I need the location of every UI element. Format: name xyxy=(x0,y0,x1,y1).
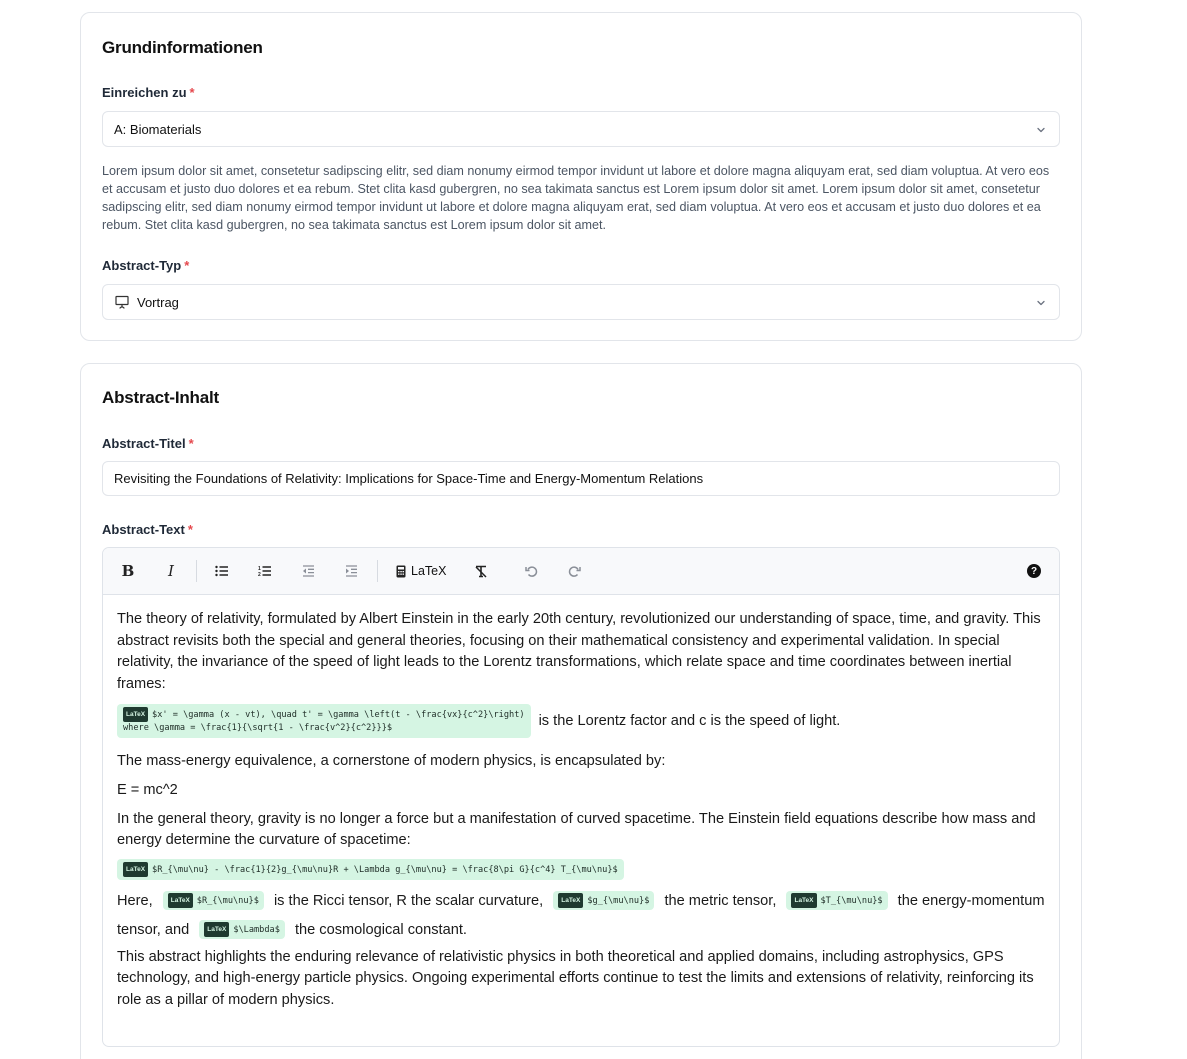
latex-code: $R_{\mu\nu} - \frac{1}{2}g_{\mu\nu}R + \Lambda g_{\mu\nu} = \frac{8\pi G}{c^4} T_{\mu\nu}$ xyxy=(152,864,618,875)
abstract-text-editor[interactable] xyxy=(102,547,1060,1047)
clear-formatting-icon xyxy=(474,565,488,578)
toolbar-divider xyxy=(377,560,378,582)
abstract-text-label xyxy=(102,522,193,537)
paragraph-text: the cosmological constant. xyxy=(294,921,467,938)
svg-text:1: 1 xyxy=(258,566,261,572)
latex-node[interactable] xyxy=(553,891,654,910)
submit-to-select[interactable] xyxy=(102,111,1060,147)
latex-button-label: LaTeX xyxy=(411,564,447,578)
latex-tag: LaTeX xyxy=(791,893,816,908)
indent-icon xyxy=(345,565,358,577)
required-mark: * xyxy=(188,436,194,451)
redo-icon xyxy=(568,565,581,578)
abstract-title-value: Revisiting the Foundations of Relativity: Implications for Space-Time and Energy-Momentum Relations xyxy=(114,471,704,486)
bold-button[interactable]: B xyxy=(121,562,135,580)
paragraph: The mass-energy equivalence, a cornerstone of modern physics, is encapsulated by: xyxy=(117,753,666,770)
svg-text:2: 2 xyxy=(258,572,261,577)
latex-tag: LaTeX xyxy=(558,893,583,908)
paragraph: This abstract highlights the enduring relevance of relativistic physics in both theoretical and applied domains, including astrophysics, GPS technology, and high-energy particle physics. Ongoing experimental efforts continue to test the limits and extensions of relativity, reinforcing its role as a pillar of modern physics. xyxy=(117,948,1034,1008)
paragraph-text: Here, xyxy=(117,892,153,909)
section-title: Abstract-Inhalt xyxy=(102,388,219,407)
basic-info-card xyxy=(80,12,1082,341)
latex-node[interactable] xyxy=(199,920,285,939)
latex-code: $\Lambda$ xyxy=(233,925,280,936)
calculator-icon xyxy=(396,565,406,578)
abstract-content-card xyxy=(80,363,1082,1059)
submit-to-value: A: Biomaterials xyxy=(114,121,202,137)
section-title: Grundinformationen xyxy=(102,38,263,57)
latex-tag: LaTeX xyxy=(123,862,148,877)
presentation-icon xyxy=(114,294,130,310)
undo-button[interactable] xyxy=(523,560,539,582)
paragraph xyxy=(117,887,1045,945)
latex-code: $R_{\mu\nu}$ xyxy=(196,896,259,907)
latex-button[interactable] xyxy=(396,560,446,582)
editor-toolbar xyxy=(103,548,1059,595)
required-mark: * xyxy=(184,258,190,273)
latex-node[interactable] xyxy=(117,859,624,880)
latex-code: $x' = \gamma (x - vt), \quad t' = \gamma \left(t - \frac{vx}{c^2}\right) xyxy=(152,710,525,721)
latex-node[interactable] xyxy=(117,704,531,738)
latex-tag: LaTeX xyxy=(204,922,229,937)
bullet-list-button[interactable] xyxy=(214,560,230,582)
latex-node[interactable] xyxy=(786,891,887,910)
ordered-list-icon xyxy=(258,565,272,577)
latex-line xyxy=(117,704,1045,738)
outdent-button[interactable] xyxy=(300,560,316,582)
latex-node[interactable] xyxy=(163,891,264,910)
latex-line xyxy=(117,859,1045,881)
indent-button[interactable] xyxy=(343,560,359,582)
latex-tag: LaTeX xyxy=(168,893,193,908)
undo-icon xyxy=(525,565,538,578)
latex-code: $g_{\mu\nu}$ xyxy=(587,896,650,907)
chevron-down-icon xyxy=(1035,124,1047,136)
latex-tag: LaTeX xyxy=(123,707,148,722)
latex-code: where \gamma = \frac{1}{\sqrt{1 - \frac{v^2}{c^2}}}$ xyxy=(123,723,393,734)
abstract-type-label xyxy=(102,258,189,273)
italic-button[interactable]: I xyxy=(168,562,174,580)
help-icon[interactable]: ? xyxy=(1027,564,1041,578)
abstract-title-input[interactable] xyxy=(102,461,1060,496)
paragraph-text: is the Ricci tensor, R the scalar curvature, xyxy=(273,892,544,909)
paragraph: The theory of relativity, formulated by Albert Einstein in the early 20th century, revolutionized our understanding of space, time, and gravity. This abstract revisits both the special and general theories, focusing on their mathematical consistency and experimental validation. In special relativity, the invariance of the speed of light leads to the Lorentz transformations, which relate space and time coordinates between inertial frames: xyxy=(117,611,1041,692)
ordered-list-button[interactable] xyxy=(257,560,273,582)
paragraph-text: the energy-momentum tensor, and xyxy=(117,892,1045,938)
required-mark: * xyxy=(189,85,195,100)
abstract-type-value: Vortrag xyxy=(137,294,179,310)
chevron-down-icon xyxy=(1035,297,1047,309)
abstract-type-select[interactable] xyxy=(102,284,1060,320)
clear-formatting-button[interactable] xyxy=(473,560,489,582)
redo-button[interactable] xyxy=(566,560,582,582)
latex-code: $T_{\mu\nu}$ xyxy=(820,896,883,907)
editor-content[interactable] xyxy=(103,595,1059,1011)
submit-to-label-text: Einreichen zu xyxy=(102,85,187,100)
paragraph: E = mc^2 xyxy=(117,781,178,798)
paragraph: In the general theory, gravity is no longer a force but a manifestation of curved spacetime. The Einstein field equations describe how mass and energy determine the curvature of spacetime: xyxy=(117,810,1036,849)
submit-to-label xyxy=(102,85,195,100)
required-mark: * xyxy=(187,522,193,537)
abstract-type-label-text: Abstract-Typ xyxy=(102,258,182,273)
outdent-icon xyxy=(302,565,315,577)
paragraph-text: is the Lorentz factor and c is the speed of light. xyxy=(538,712,841,729)
bullet-list-icon xyxy=(215,565,229,577)
abstract-title-label-text: Abstract-Titel xyxy=(102,436,186,451)
toolbar-divider xyxy=(196,560,197,582)
abstract-text-label-text: Abstract-Text xyxy=(102,522,185,537)
abstract-title-label xyxy=(102,436,194,451)
paragraph-text: the metric tensor, xyxy=(664,892,777,909)
submit-to-description: Lorem ipsum dolor sit amet, consetetur sadipscing elitr, sed diam nonumy eirmod tempor invidunt ut labore et dolore magna aliquyam erat, sed diam voluptua. At vero eos et accusam et justo duo dolores et ea rebum. Stet clita kasd gubergren, no sea takimata sanctus est Lorem ipsum dolor sit amet. Lorem ipsum dolor sit amet, consetetur sadipscing elitr, sed diam nonumy eirmod tempor invidunt ut labore et dolore magna aliquyam erat, sed diam voluptua. At vero eos et accusam et justo duo dolores et ea rebum. Stet clita kasd gubergren, no sea takimata sanctus est Lorem ipsum dolor sit amet. xyxy=(102,164,1050,232)
